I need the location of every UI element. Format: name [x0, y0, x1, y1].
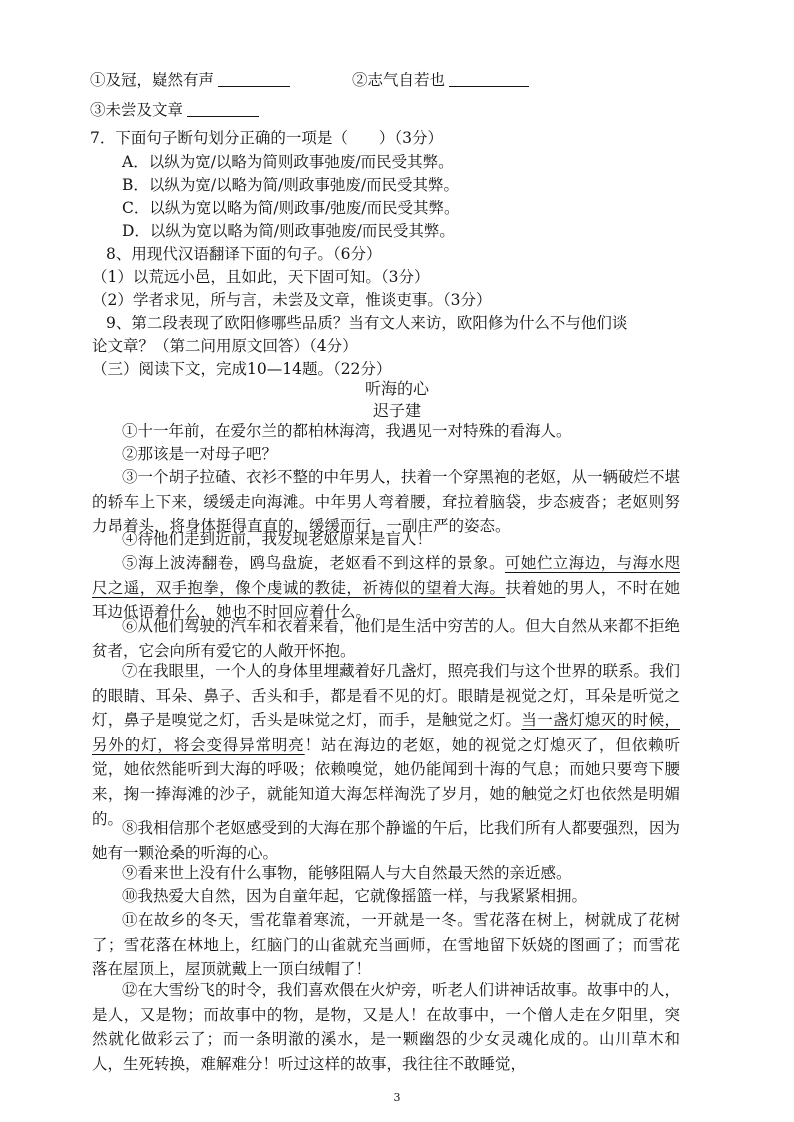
essay-paragraph-5-underlined: 可她伫立海边，与海水咫尺之遥，双手抱拳，像个虔诚的教徒，祈祷似的望着大海。 — [92, 554, 680, 597]
q6-answer-blank-2[interactable] — [449, 70, 529, 87]
q6-item-3 — [90, 99, 259, 121]
essay-paragraph-9: ⑨看来世上没有什么事物，能够阻隔人与大自然最天然的亲近感。 — [122, 864, 572, 882]
essay-paragraph-7-part-a: ⑦在我眼里，一个人的身体里埋藏着好几盏灯，照亮我们与这个世界的联系。我们的眼睛、耳朵、鼻子、舌头和手，都是看不见的灯。眼睛是视觉之灯，耳朵是听觉之灯，鼻子是嗅觉之灯，舌头是味觉之灯，而手，是触觉之灯。 — [92, 662, 681, 730]
q8-sentence-2: （2）学者求见，所与言，未尝及文章，惟谈吏事。（3分） — [92, 291, 492, 309]
essay-paragraph-10: ⑩我热爱大自然，因为自童年起，它就像摇篮一样，与我紧紧相拥。 — [122, 887, 588, 905]
essay-paragraph-3: ③一个胡子拉碴、衣衫不整的中年男人，扶着一个穿黑袍的老妪，从一辆破烂不堪的轿车上下来，缓缓走向海滩。中年男人弯着腰，耷拉着脑袋，步态疲沓；老妪则努力昂着头，将身体挺得直直的，缓缓而行，一副庄严的姿态。 — [92, 468, 681, 536]
essay-paragraph-5-part-a: ⑤海上波涛翻卷，鸥鸟盘旋，老妪看不到这样的景象。 — [122, 554, 505, 572]
q6-item-3-text: ③未尝及文章 — [90, 101, 184, 119]
essay-paragraph-5-part-b: 扶着她的男人，不时在她耳边低语着什么，她也不时回应着什么。 — [92, 578, 680, 622]
q7-stem: 7．下面句子断句划分正确的一项是（ ）（3分） — [90, 129, 443, 147]
essay-paragraph-8: ⑧我相信那个老妪感受到的大海在那个静谧的午后，比我们所有人都要强烈，因为她有一颗沧桑的听海的心。 — [92, 819, 681, 862]
q9-line-1: 9、第二段表现了欧阳修哪些品质？当有文人来访，欧阳修为什么不与他们谈 — [106, 314, 628, 332]
q6-answer-blank-1[interactable] — [218, 70, 290, 87]
essay-paragraph-2: ②那该是一对母子吧？ — [122, 445, 278, 463]
essay-paragraph-1: ①十一年前，在爱尔兰的都柏林海湾，我遇见一对特殊的看海人。 — [122, 422, 572, 440]
section-3-heading: （三）阅读下文，完成10—14题。（22分） — [92, 360, 392, 378]
q7-option-c: C．以纵为宽以略为简/则政事/弛废/而民受其弊。 — [122, 199, 460, 217]
page-number: 3 — [393, 1091, 401, 1104]
q8-stem: 8、用现代汉语翻译下面的句子。（6分） — [106, 245, 382, 263]
essay-paragraph-7 — [92, 659, 680, 831]
q9-line-2: 论文章？（第二问用原文回答）（4分） — [92, 337, 358, 355]
q6-item-2 — [352, 69, 529, 91]
q7-option-b: B．以纵为宽/以略为简/则政事弛废/而民受其弊。 — [122, 176, 460, 194]
essay-paragraph-4: ④待他们走到近前，我发现老妪原来是盲人！ — [122, 530, 433, 548]
essay-paragraph-12: ⑫在大雪纷飞的时令，我们喜欢偎在火炉旁，听老人们讲神话故事。故事中的人，是人，又是物；而故事中的物，是物，又是人！在故事中，一个僧人走在夕阳里，突然就化做彩云了；而一条明澈的溪水，是一颗幽怨的少女灵魂化成的。山川草木和人，生死转换，难解难分！听过这样的故事，我往往不敢睡觉， — [92, 981, 681, 1073]
essay-author: 迟子建 — [372, 401, 421, 420]
essay-title: 听海的心 — [364, 379, 429, 398]
essay-paragraph-7-underlined: 当一盏灯熄灭的时候，另外的灯，将会变得异常明亮 — [92, 711, 680, 754]
q6-item-1 — [90, 69, 290, 91]
essay-paragraph-11: ⑪在故乡的冬天，雪花靠着寒流，一开就是一冬。雪花落在树上，树就成了花树了；雪花落在林地上，红脑门的山雀就充当画师，在雪地留下妖娆的图画了；而雪花落在屋顶上，屋顶就戴上一顶白绒帽了！ — [92, 911, 680, 979]
essay-paragraph-7-part-b: ！站在海边的老妪，她的视觉之灯熄灭了，但依赖听觉，她依然能听到大海的呼吸；依赖嗅觉，她仍能闻到十海的气息；而她只要弯下腰来，掬一捧海滩的沙子，就能知道大海怎样淘洗了岁月，她的触觉之灯也依然是明媚的。 — [92, 735, 680, 828]
q7-option-a: A．以纵为宽/以略为简则政事弛废/而民受其弊。 — [122, 153, 454, 171]
q6-answer-blank-3[interactable] — [187, 100, 259, 117]
q6-item-2-text: ②志气自若也 — [352, 71, 446, 89]
q7-option-d: D．以纵为宽以略为简/则政事弛废/而民受其弊。 — [122, 222, 455, 240]
essay-paragraph-6: ⑥从他们驾驶的汽车和衣着来看，他们是生活中穷苦的人。但大自然从来都不拒绝贫者，它会向所有爱它的人敞开怀抱。 — [92, 617, 681, 660]
q6-item-1-text: ①及冠，嶷然有声 — [90, 71, 215, 89]
q8-sentence-1: （1）以荒远小邑，且如此，天下固可知。（3分） — [92, 268, 430, 286]
